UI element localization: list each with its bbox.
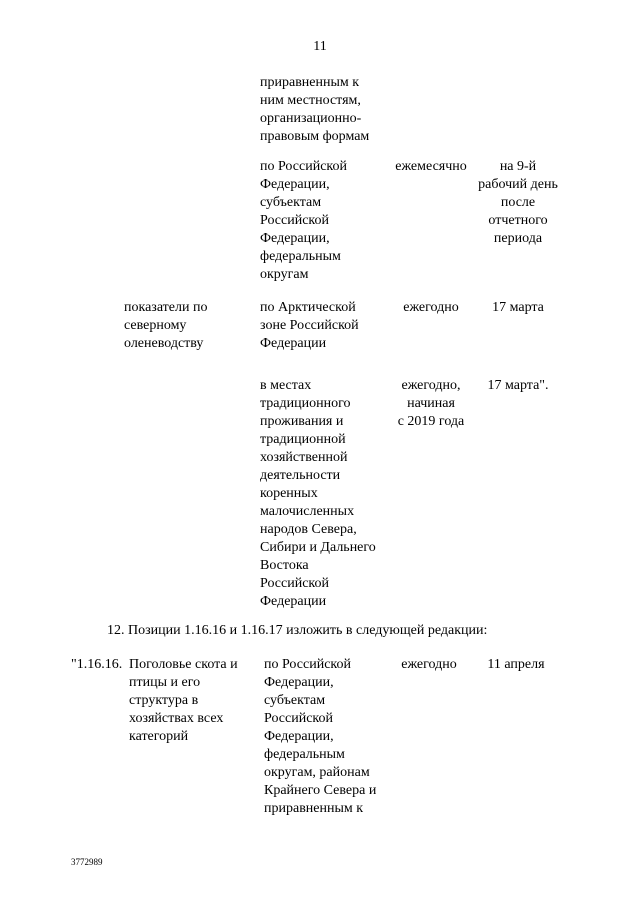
new-row-code: "1.16.16. — [71, 657, 123, 672]
row3-frequency: ежегодно, начиная с 2019 года — [397, 378, 465, 429]
row0-scope: приравненным к ним местностям, организационно- правовым формам — [260, 75, 370, 144]
row3-deadline: 17 марта". — [487, 378, 549, 393]
new-row-frequency: ежегодно — [401, 657, 457, 672]
new-row-scope: по Российской Федерации, субъектам Российской Федерации, федеральным округам, районам Крайнего Севера и приравненным к — [264, 657, 377, 816]
row1-frequency: ежемесячно — [395, 159, 467, 174]
row1-scope: по Российской Федерации, субъектам Российской Федерации, федеральным округам — [260, 159, 347, 282]
amendment-paragraph: 12. Позиции 1.16.16 и 1.16.17 изложить в следующей редакции: — [107, 623, 488, 638]
document-code: 3772989 — [71, 857, 103, 867]
row3-scope: в местах традиционного проживания и традиционной хозяйственной деятельности коренных малочисленных народов Севера, Сибири и Дальнего Востока Российской Федерации — [260, 378, 376, 609]
page-number: 11 — [313, 39, 327, 54]
new-row-indicator: Поголовье скота и птицы и его структура в хозяйствах всех категорий — [129, 657, 238, 744]
row1-deadline: на 9-й рабочий день после отчетного периода — [478, 159, 558, 246]
row2-deadline: 17 марта — [492, 300, 544, 315]
row2-indicator: показатели по северному оленеводству — [124, 300, 208, 351]
row2-frequency: ежегодно — [403, 300, 459, 315]
row2-scope: по Арктической зоне Российской Федерации — [260, 300, 359, 351]
new-row-deadline: 11 апреля — [487, 657, 545, 672]
